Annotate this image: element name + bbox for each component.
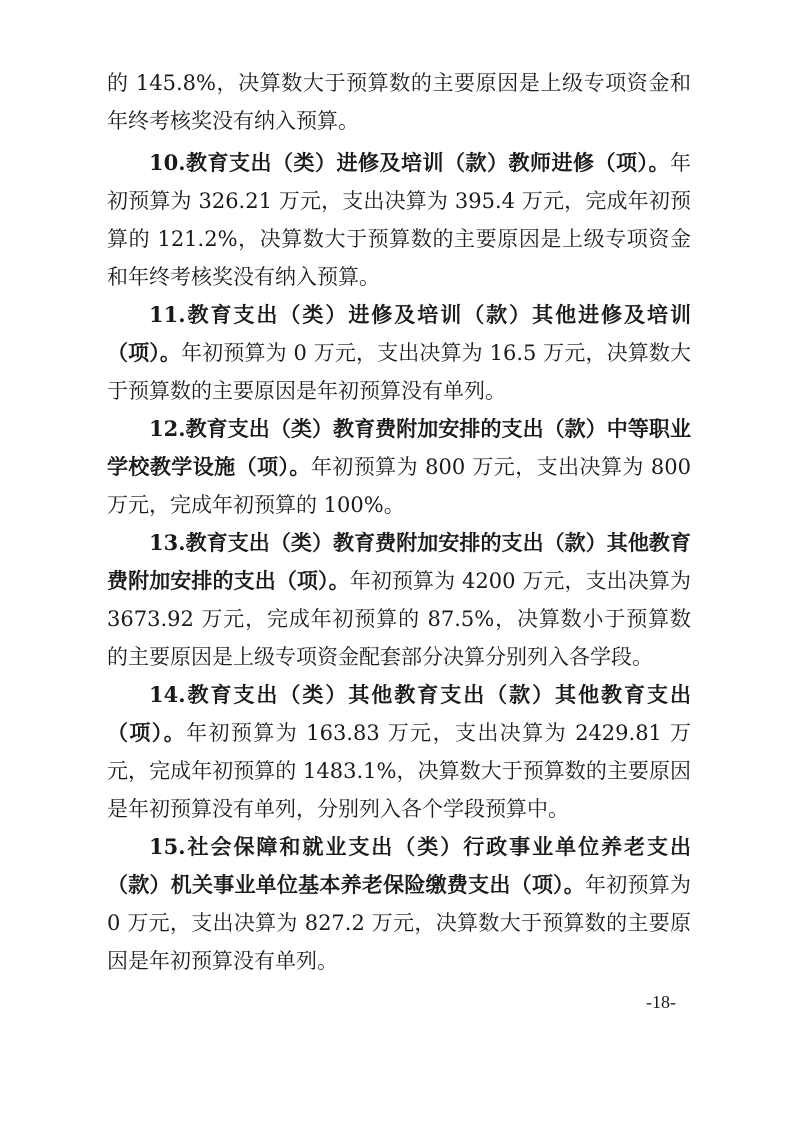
paragraph-heading: 10.教育支出（类）进修及培训（款）教师进修（项）。 [149, 150, 670, 175]
paragraph-text: 年初预算为 800 万元，支出决算为 800 万元，完成年初预算的 100%。 [107, 455, 692, 517]
paragraph-text: 年初预算为 0 万元，支出决算为 16.5 万元，决算数大于预算数的主要原因是年初预算没有单列。 [107, 341, 691, 403]
page-number: -18- [646, 992, 676, 1012]
paragraph-item-15 [107, 828, 691, 980]
paragraph-text: 年初预算为 163.83 万元，支出决算为 2429.81 万元，完成年初预算的 1483.1%，决算数大于预算数的主要原因是年初预算没有单列，分别列入各个学段预算中。 [107, 721, 692, 821]
paragraph-text: 年初预算为 0 万元，支出决算为 827.2 万元，决算数大于预算数的主要原因是年初预算没有单列。 [107, 873, 692, 973]
paragraph-text: 年初预算为 326.21 万元，支出决算为 395.4 万元，完成年初预算的 121.2%，决算数大于预算数的主要原因是上级专项资金和年终考核奖没有纳入预算。 [107, 151, 691, 289]
paragraph-text: 年初预算为 4200 万元，支出决算为 3673.92 万元，完成年初预算的 87.5%，决算数小于预算数的主要原因是上级专项资金配套部分决算分别列入各学段。 [107, 569, 691, 669]
paragraph-heading: 11.教育支出（类）进修及培训（款）其他进修及培训（项）。 [107, 302, 691, 365]
paragraph-heading: 12.教育支出（类）教育费附加安排的支出（款）中等职业学校教学设施（项）。 [107, 416, 691, 479]
paragraph-text: 的 145.8%，决算数大于预算数的主要原因是上级专项资金和年终考核奖没有纳入预算。 [107, 71, 691, 133]
paragraph-item-13 [107, 524, 691, 676]
paragraph-9-continued [107, 64, 691, 140]
paragraph-item-11 [107, 296, 691, 410]
paragraph-item-10 [107, 144, 691, 296]
paragraph-heading: 15.社会保障和就业支出（类）行政事业单位养老支出（款）机关事业单位基本养老保险缴费支出（项）。 [107, 834, 691, 897]
paragraph-item-14 [107, 676, 691, 828]
paragraph-heading: 13.教育支出（类）教育费附加安排的支出（款）其他教育费附加安排的支出（项）。 [107, 530, 691, 593]
paragraph-heading: 14.教育支出（类）其他教育支出（款）其他教育支出（项）。 [107, 682, 691, 745]
paragraph-item-12 [107, 410, 691, 524]
